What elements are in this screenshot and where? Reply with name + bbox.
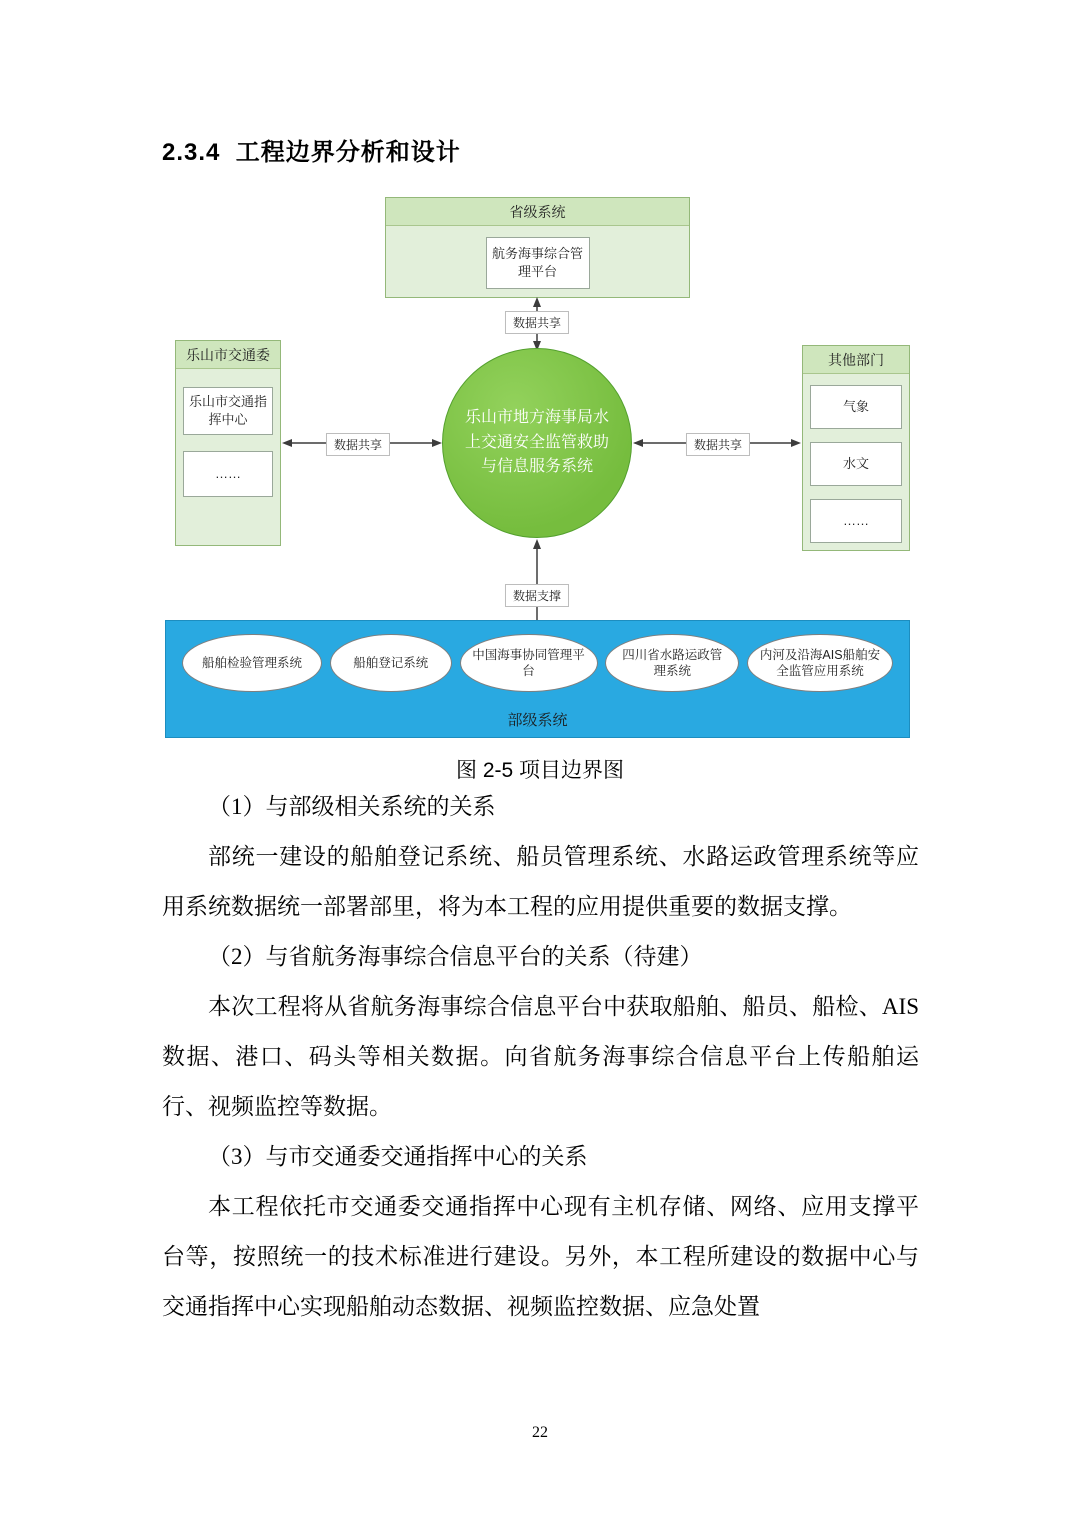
paragraph-1-heading: （1）与部级相关系统的关系 bbox=[208, 794, 496, 819]
traffic-command-center-box: 乐山市交通指挥中心 bbox=[183, 387, 273, 435]
ellipsis-box-right: …… bbox=[810, 499, 902, 543]
transport-committee-title: 乐山市交通委 bbox=[176, 341, 280, 369]
body-text bbox=[162, 782, 919, 1332]
central-system-circle: 乐山市地方海事局水上交通安全监管救助与信息服务系统 bbox=[442, 348, 632, 538]
section-heading: 2.3.4 工程边界分析和设计 bbox=[162, 139, 461, 166]
paragraph-3-heading: （3）与市交通委交通指挥中心的关系 bbox=[208, 1144, 588, 1169]
paragraph-2-body: 本次工程将从省航务海事综合信息平台中获取船舶、船员、船检、AIS 数据、港口、码头等相关数据。向省航务海事综合信息平台上传船舶运行、视频监控等数据。 bbox=[162, 994, 919, 1119]
left-arrow-label: 数据共享 bbox=[326, 433, 390, 456]
paragraph-1-body: 部统一建设的船舶登记系统、船员管理系统、水路运政管理系统等应用系统数据统一部署部里，将为本工程的应用提供重要的数据支撑。 bbox=[162, 844, 919, 919]
ministry-systems-row bbox=[166, 621, 909, 692]
ministry-system-title: 部级系统 bbox=[507, 712, 568, 729]
page-number: 22 bbox=[532, 1424, 548, 1441]
bottom-data-support-arrow bbox=[529, 539, 545, 620]
other-departments-box bbox=[802, 345, 910, 551]
paragraph-3-body: 本工程依托市交通委交通指挥中心现有主机存储、网络、应用支撑平台等，按照统一的技术标准进行建设。另外，本工程所建设的数据中心与交通指挥中心实现船舶动态数据、视频监控数据、应急处置 bbox=[162, 1194, 919, 1319]
hydrology-box: 水文 bbox=[810, 442, 902, 486]
provincial-system-title: 省级系统 bbox=[386, 198, 689, 226]
sichuan-waterway-system-ellipse: 四川省水路运政管理系统 bbox=[605, 634, 739, 692]
ministry-system-box bbox=[165, 620, 910, 738]
ellipsis-box-left: …… bbox=[183, 451, 273, 497]
ship-inspection-system-ellipse: 船舶检验管理系统 bbox=[182, 634, 322, 692]
transport-committee-box bbox=[175, 340, 281, 546]
other-departments-title: 其他部门 bbox=[803, 346, 909, 374]
paragraph-2-heading: （2）与省航务海事综合信息平台的关系（待建） bbox=[208, 944, 703, 969]
top-arrow-label: 数据共享 bbox=[505, 311, 569, 334]
weather-box: 气象 bbox=[810, 385, 902, 429]
provincial-system-box bbox=[385, 197, 690, 298]
china-maritime-platform-ellipse: 中国海事协同管理平台 bbox=[460, 634, 598, 692]
ship-registration-system-ellipse: 船舶登记系统 bbox=[330, 634, 452, 692]
right-arrow-label: 数据共享 bbox=[686, 433, 750, 456]
bottom-arrow-label: 数据支撑 bbox=[505, 584, 569, 607]
provincial-platform-box: 航务海事综合管理平台 bbox=[486, 237, 590, 289]
figure-caption: 图 2-5 项目边界图 bbox=[455, 759, 625, 782]
ais-supervision-system-ellipse: 内河及沿海AIS船舶安全监管应用系统 bbox=[747, 634, 893, 692]
